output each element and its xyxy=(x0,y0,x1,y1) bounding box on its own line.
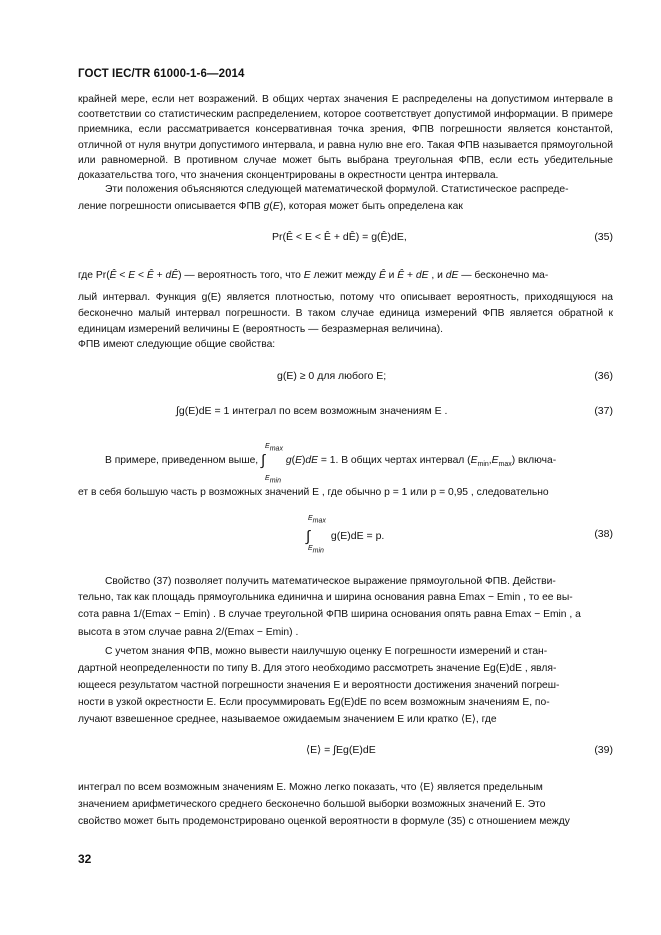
paragraph-where: где Pr(Ê < E < Ê + dÊ) — вероятность того, что E лежит между Ê и Ê + dE , и dE — бесконечно ма- xyxy=(78,270,549,281)
equation-37: ∫g(E)dE = 1 интеграл по всем возможным значениям E . xyxy=(176,405,448,417)
paragraph-formula-intro: Эти положения объясняются следующей математической формулой. Статистическое распреде- xyxy=(105,184,569,195)
page-number: 32 xyxy=(78,852,92,866)
paragraph-rect-pdf-4: высота в этом случае равна 2/(Emax − Emin) . xyxy=(78,627,299,638)
paragraph-estimate-4: ности в узкой окрестности E. Если просуммировать Eg(E)dE по всем возможным значениям E, по- xyxy=(78,697,550,708)
equation-38-number: (38) xyxy=(594,528,613,540)
paragraph-pdf-intro: крайней мере, если нет возражений. В общих чертах значения E распределены на допустимом интервале в соответствии со статистическим распределением, которое соответствует допустимой информации. В примере приемника, если рассматривается консервативная точка зрения, ФПВ погрешности является константой, отличной от нуля внутри допустимого интервала, и равна нулю вне его. Такая ФПВ называется прямоугольной или равномерной. В противном случае может быть выбрана треугольная ФПВ, если есть убедительные доказательства того, что значения сконцентрированы в окрестности центра интервала. xyxy=(78,94,613,182)
equation-35: Pr(Ê < E < Ê + dÊ) = g(Ê)dE, xyxy=(272,231,407,243)
paragraph-limit-1: интеграл по всем возможным значениям E. Можно легко показать, что ⟨E⟩ является предельным xyxy=(78,782,543,793)
paragraph-formula-intro-cont: ление погрешности описывается ФПВ g(E), которая может быть определена как xyxy=(78,201,463,212)
equation-36: g(E) ≥ 0 для любого E; xyxy=(277,370,387,382)
paragraph-density: лый интервал. Функция g(E) является плотностью, потому что описывает вероятность, приходящуюся на бесконечно малый интервал погрешности. В таком случае единица измерений ФПВ является обратной к единицам измерений величины E (вероятность — безразмерная величина). xyxy=(78,292,613,335)
paragraph-properties: ФПВ имеют следующие общие свойства: xyxy=(78,339,276,350)
paragraph-example-cont: ет в себя большую часть p возможных значений E , где обычно p = 1 или p = 0,95 , следовательно xyxy=(78,487,549,498)
equation-39: ⟨E⟩ = ∫Eg(E)dE xyxy=(306,744,376,756)
paragraph-rect-pdf-1: Свойство (37) позволяет получить математическое выражение прямоугольной ФПВ. Действи- xyxy=(105,576,556,587)
paragraph-estimate-3: ющееся результатом частной погрешности значения E и вероятности достижения значений погреш- xyxy=(78,680,560,691)
document-header: ГОСТ IEC/TR 61000-1-6—2014 xyxy=(78,68,245,80)
equation-39-number: (39) xyxy=(594,744,613,756)
paragraph-example: В примере, приведенном выше, $E_{max}$ ∫ $E_{min}$ g(E)dE = 1. В общих чертах интервал $(E_{min},E_{max})$ включа- xyxy=(105,443,557,485)
paragraph-estimate-5: лучают взвешенное среднее, называемое ожидаемым значением E или кратко ⟨E⟩, где xyxy=(78,714,497,725)
paragraph-estimate-1: С учетом знания ФПВ, можно вывести наилучшую оценку E погрешности измерений и стан- xyxy=(105,646,548,657)
paragraph-limit-2: значением арифметического среднего бесконечно большой выборки возможных значений E. Это xyxy=(78,799,546,810)
paragraph-rect-pdf-3: сота равна 1/(Emax − Emin) . В случае треугольной ФПВ ширина основания опять равна Emax − Emin , а xyxy=(78,609,581,620)
paragraph-rect-pdf-2: тельно, так как площадь прямоугольника единична и ширина основания равна Emax − Emin , то ее вы- xyxy=(78,592,573,603)
equation-37-number: (37) xyxy=(594,405,613,417)
equation-36-number: (36) xyxy=(594,370,613,382)
paragraph-limit-3: свойство может быть продемонстрировано оценкой вероятности в формуле (35) с отношением между xyxy=(78,816,570,827)
paragraph-estimate-2: дартной неопределенности по типу В. Для этого необходимо рассмотреть значение Eg(E)dE , явля- xyxy=(78,663,557,674)
equation-38: $E_{max}$ ∫ $E_{min}$ g(E)dE = p. xyxy=(306,515,385,555)
equation-35-number: (35) xyxy=(594,231,613,243)
